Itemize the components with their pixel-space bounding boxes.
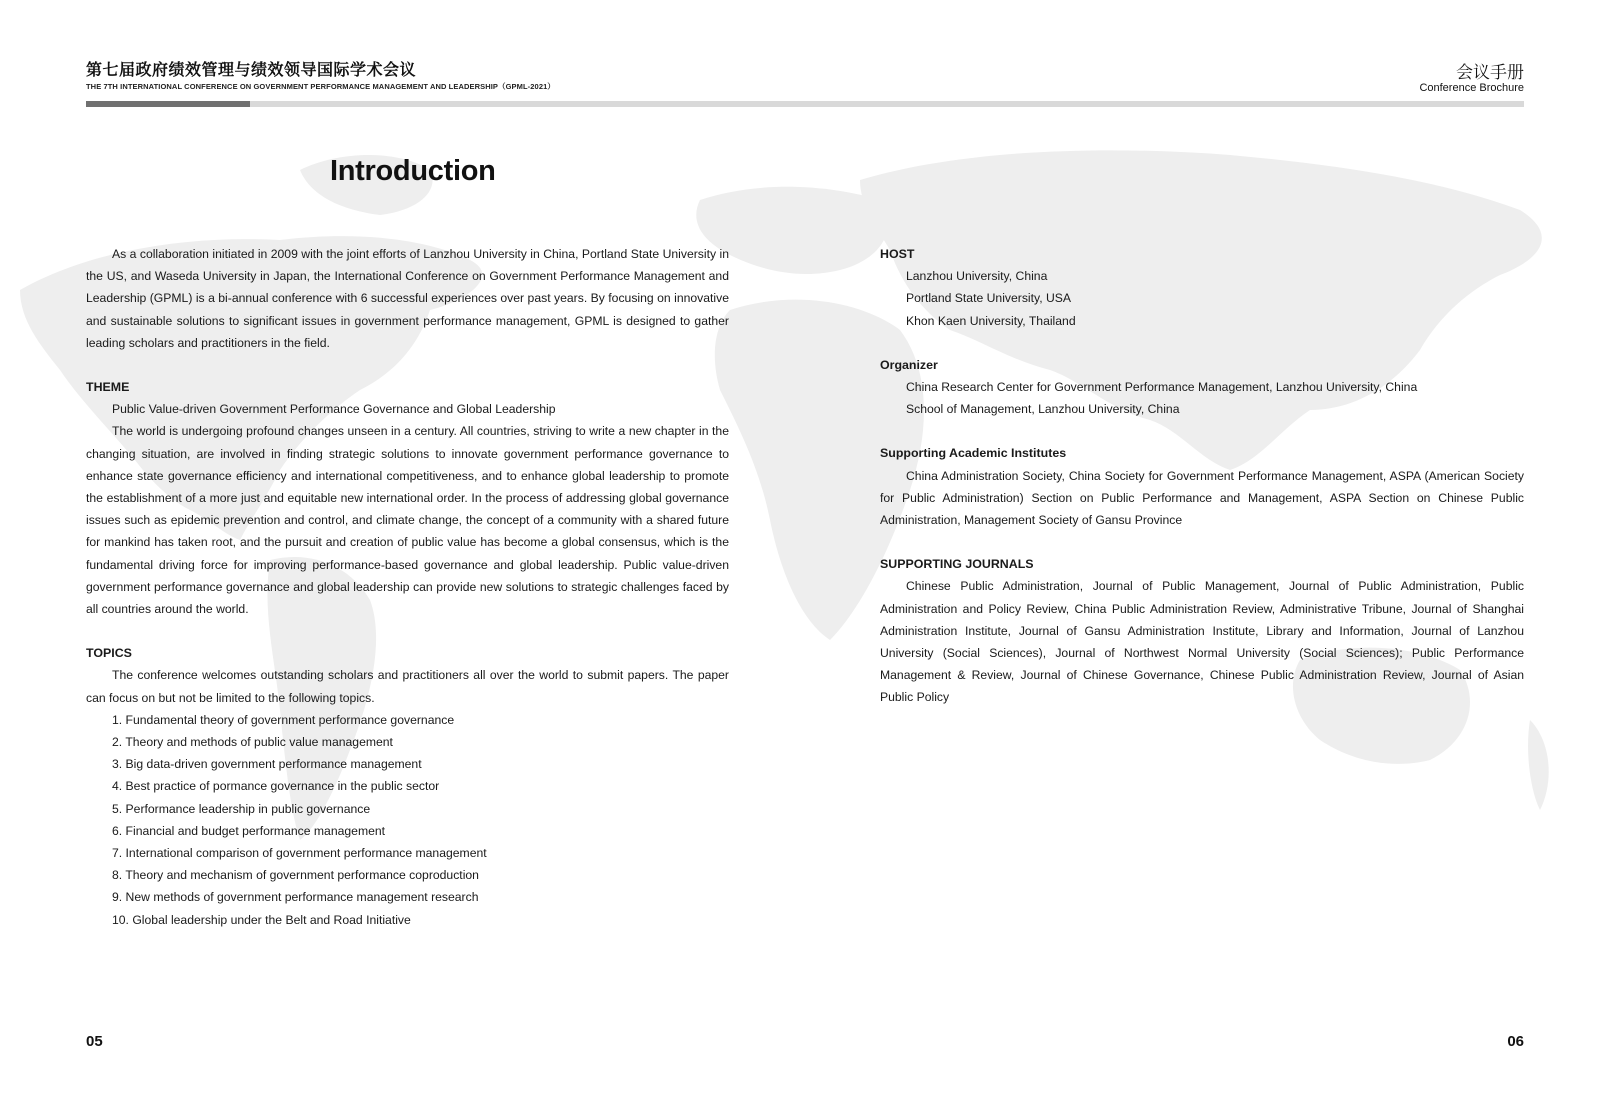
header-chinese-title: 第七届政府绩效管理与绩效领导国际学术会议	[86, 62, 417, 79]
page-title: Introduction	[330, 155, 496, 187]
page-number-left: 05	[86, 1033, 103, 1050]
theme-heading: THEME	[86, 380, 130, 395]
topic-item: 8. Theory and mechanism of government performance coproduction	[112, 868, 479, 883]
topics-heading: TOPICS	[86, 646, 132, 661]
topic-item: 2. Theory and methods of public value management	[112, 735, 393, 750]
page-number-right: 06	[1507, 1033, 1524, 1050]
theme-body: The world is undergoing profound changes unseen in a century. All countries, striving to write a new chapter in the changing situation, are involved in finding strategic solutions to innovate government performance governance to enhance state governance efficiency and international competitiveness, and to enhance global leadership to promote the establishment of a more just and equitable new international order. In the process of addressing global governance issues such as epidemic prevention and control, and climate change, the concept of a community with a shared future for mankind has taken root, and the pursuit and creation of public value has become a global consensus, which is the fundamental driving force for improving performance-based governance and global leadership. Public value-driven government performance governance and global leadership can provide new solutions to strategic challenges faced by all countries around the world.	[86, 424, 729, 617]
header-divider-accent	[86, 101, 250, 107]
header-divider-bar	[86, 101, 1524, 107]
journals-body: Chinese Public Administration, Journal of Public Management, Journal of Public Administration, Public Administration and Policy Review, China Public Administration Review, Administrative Tribune, Journal of Shanghai Administration Institute, Journal of Gansu Administration Institute, Library and Information, Journal of Lanzhou University (Social Sciences), Journal of Northwest Normal University (Social Sciences); Public Performance Management & Review, Journal of Chinese Governance, Chinese Public Administration Review, Journal of Asian Public Policy	[880, 579, 1524, 705]
header-brochure-chinese: 会议手册	[1456, 63, 1524, 82]
journals-heading: SUPPORTING JOURNALS	[880, 557, 1034, 572]
theme-subtitle: Public Value-driven Government Performance Governance and Global Leadership	[112, 402, 556, 417]
left-column	[86, 243, 729, 931]
topic-item: 3. Big data-driven government performance management	[112, 757, 422, 772]
organizer-item: School of Management, Lanzhou University, China	[906, 402, 1180, 417]
topic-item: 4. Best practice of pormance governance in the public sector	[112, 779, 440, 794]
header-english-title: THE 7TH INTERNATIONAL CONFERENCE ON GOVERNMENT PERFORMANCE MANAGEMENT AND LEADERSHIP（GPML-2021）	[86, 82, 555, 91]
host-item: Lanzhou University, China	[906, 269, 1048, 284]
topic-item: 5. Performance leadership in public governance	[112, 801, 371, 816]
host-item: Portland State University, USA	[906, 291, 1072, 306]
academic-heading: Supporting Academic Institutes	[880, 446, 1067, 461]
topics-list	[86, 709, 729, 931]
topics-intro: The conference welcomes outstanding scholars and practitioners all over the world to submit papers. The paper can focus on but not be limited to the following topics.	[86, 668, 729, 705]
topic-item: 6. Financial and budget performance management	[112, 823, 386, 838]
topic-item: 1. Fundamental theory of government performance governance	[112, 712, 455, 727]
host-heading: HOST	[880, 247, 915, 261]
host-item: Khon Kaen University, Thailand	[906, 313, 1076, 328]
topic-item: 9. New methods of government performance management research	[112, 890, 479, 905]
organizer-item: China Research Center for Government Performance Management, Lanzhou University, China	[906, 380, 1418, 395]
topic-item: 7. International comparison of government performance management	[112, 846, 487, 861]
organizer-heading: Organizer	[880, 357, 938, 372]
right-column	[880, 243, 1524, 709]
intro-paragraph: As a collaboration initiated in 2009 with the joint efforts of Lanzhou University in China, Portland State University in the US, and Waseda University in Japan, the International Conference on Government Performance Management and Leadership (GPML) is a bi-annual conference with 6 successful experiences over past years. By focusing on innovative and sustainable solutions to significant issues in government performance management, GPML is designed to gather leading scholars and practitioners in the field.	[86, 247, 729, 350]
academic-body: China Administration Society, China Society for Government Performance Management, ASPA (American Society for Public Administration) Section on Public Performance and Management, ASPA Section on Chinese Public Administration, Management Society of Gansu Province	[880, 468, 1524, 528]
header-brochure-english: Conference Brochure	[1419, 82, 1524, 94]
topic-item: 10. Global leadership under the Belt and Road Initiative	[112, 912, 411, 927]
